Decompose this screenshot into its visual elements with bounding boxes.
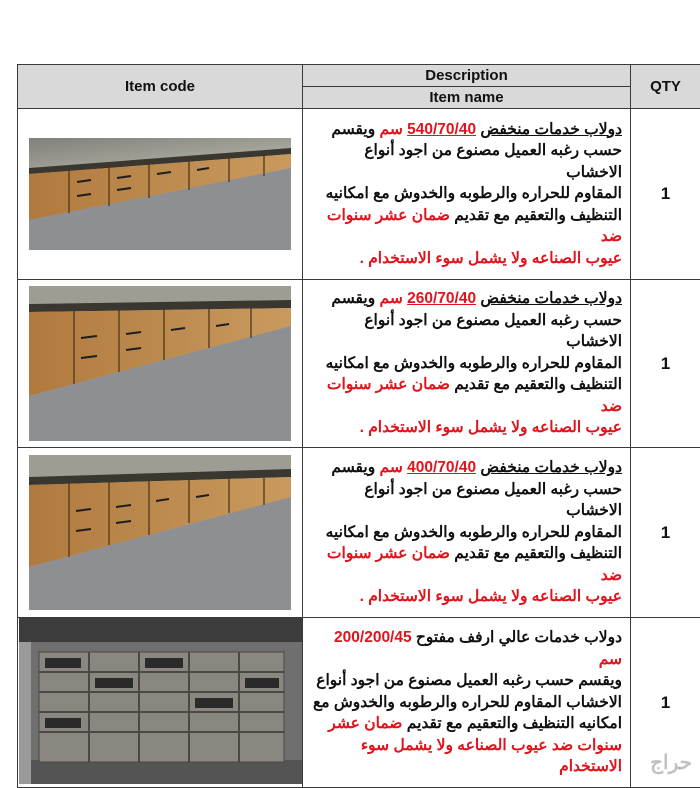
- header-item-name: Item name: [303, 87, 631, 109]
- low-cabinet-photo: [29, 286, 291, 441]
- item-qty: 1: [631, 448, 700, 618]
- header-item-code: Item code: [18, 65, 303, 109]
- warranty-text: عيوب الصناعه ولا يشمل سوء الاستخدام .: [309, 586, 622, 608]
- item-qty: 1: [631, 109, 700, 280]
- item-title: دولاب خدمات منخفض: [480, 121, 622, 138]
- open-shelf-cabinet-photo: [19, 618, 302, 784]
- watermark: حراج: [650, 750, 692, 775]
- warranty-text: ضمان عشر سنوات ضد: [327, 545, 622, 584]
- low-cabinet-photo: [29, 455, 291, 610]
- low-cabinet-photo: [29, 138, 291, 250]
- product-image-cell: [18, 280, 303, 448]
- desc-text: المقاوم للحراره والرطوبه والخدوش مع امكانيه: [309, 522, 622, 544]
- item-description: [303, 618, 631, 788]
- item-description: [303, 280, 631, 448]
- desc-text: حسب رغبه العميل مصنوع من اجود أنواع الاخشاب: [309, 310, 622, 353]
- desc-text: حسب رغبه العميل مصنوع من اجود أنواع الاخشاب: [309, 140, 622, 183]
- item-dimensions: 400/70/40: [407, 459, 476, 476]
- item-title: دولاب خدمات عالي ارفف مفتوح: [416, 629, 622, 646]
- item-description: [303, 109, 631, 280]
- item-dimensions: 260/70/40: [407, 290, 476, 307]
- desc-text: التنظيف والتعقيم مع تقديم: [454, 207, 622, 224]
- desc-text: امكانيه التنظيف والتعقيم مع تقديم: [407, 715, 622, 732]
- desc-text: ويقسم حسب رغبه العميل مصنوع من اجود أنواع: [309, 670, 622, 692]
- warranty-text: ضمان عشر سنوات ضد: [327, 376, 622, 415]
- table-row: [18, 448, 700, 618]
- item-qty: 1: [631, 618, 700, 788]
- table-row: [18, 109, 700, 280]
- dimension-unit: سم: [380, 290, 403, 307]
- warranty-text: سنوات ضد عيوب الصناعه ولا يشمل سوء الاستخدام: [309, 735, 622, 778]
- dimension-unit: سم: [599, 651, 622, 668]
- desc-text: حسب رغبه العميل مصنوع من اجود أنواع الاخشاب: [309, 479, 622, 522]
- desc-text: ويقسم: [331, 290, 375, 307]
- warranty-text: ضمان عشر: [328, 715, 402, 732]
- desc-text: المقاوم للحراره والرطوبه والخدوش مع امكانيه: [309, 353, 622, 375]
- product-image-cell: [18, 448, 303, 618]
- desc-text: التنظيف والتعقيم مع تقديم: [454, 545, 622, 562]
- desc-text: التنظيف والتعقيم مع تقديم: [454, 376, 622, 393]
- desc-text: ويقسم: [331, 121, 375, 138]
- desc-text: المقاوم للحراره والرطوبه والخدوش مع امكانيه: [309, 183, 622, 205]
- warranty-text: ضمان عشر سنوات ضد: [327, 207, 622, 246]
- header-qty: QTY: [631, 65, 700, 109]
- item-dimensions: 200/200/45: [334, 629, 412, 646]
- quotation-table: [17, 64, 700, 788]
- warranty-text: عيوب الصناعه ولا يشمل سوء الاستخدام .: [309, 417, 622, 439]
- dimension-unit: سم: [380, 121, 403, 138]
- item-qty: 1: [631, 280, 700, 448]
- item-dimensions: 540/70/40: [407, 121, 476, 138]
- item-title: دولاب خدمات منخفض: [480, 290, 622, 307]
- dimension-unit: سم: [380, 459, 403, 476]
- product-image-cell: [18, 618, 303, 788]
- item-title: دولاب خدمات منخفض: [480, 459, 622, 476]
- item-description: [303, 448, 631, 618]
- desc-text: ويقسم: [331, 459, 375, 476]
- header-description: Description: [303, 65, 631, 87]
- desc-text: الاخشاب المقاوم للحراره والرطوبه والخدوش مع: [309, 692, 622, 714]
- table-row: [18, 618, 700, 788]
- product-image-cell: [18, 109, 303, 280]
- warranty-text: عيوب الصناعه ولا يشمل سوء الاستخدام .: [309, 248, 622, 270]
- table-row: [18, 280, 700, 448]
